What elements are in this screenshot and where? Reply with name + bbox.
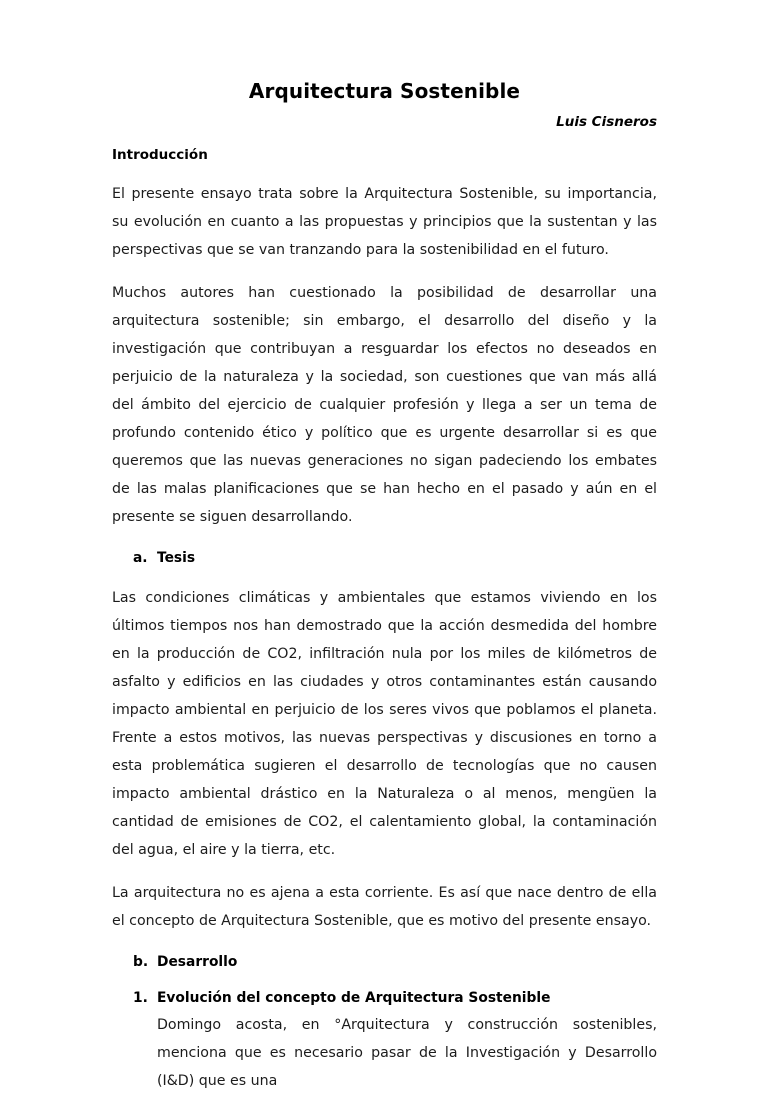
document-content-column bbox=[112, 0, 657, 1095]
list-marker: a. bbox=[133, 550, 148, 566]
list-marker: 1. bbox=[133, 990, 148, 1006]
paragraph-intro-2: Muchos autores han cuestionado la posibilidad de desarrollar una arquitectura sostenible; sin embargo, el desarrollo del diseño y la investigación que contribuyan a resguardar los efectos no deseados en perjuicio de la naturaleza y la sociedad, son cuestiones que van más allá del ámbito del ejercicio de cualquier profesión y llega a ser un tema de profundo contenido ético y político que es urgente desarrollar si es que queremos que las nuevas generaciones no sigan padeciendo los embates de las malas planificaciones que se han hecho en el pasado y aún en el presente se siguen desarrollando. bbox=[112, 285, 657, 525]
list-item-evolucion bbox=[112, 973, 657, 1009]
list-item-desarrollo bbox=[112, 935, 657, 973]
paragraph-intro-1: El presente ensayo trata sobre la Arquitectura Sostenible, su importancia, su evolución en cuanto a las propuestas y principios que la sustentan y las perspectivas que se van tranzando para la sostenibilidad en el futuro. bbox=[112, 186, 657, 258]
page-title: Arquitectura Sostenible bbox=[248, 79, 521, 103]
paragraph-tesis-2: La arquitectura no es ajena a esta corriente. Es así que nace dentro de ella el concepto de Arquitectura Sostenible, que es motivo del presente ensayo. bbox=[112, 885, 657, 929]
list-item-label: Tesis bbox=[157, 550, 196, 566]
document-author: Luis Cisneros bbox=[556, 114, 657, 130]
list-marker: b. bbox=[133, 954, 149, 970]
paragraph-tesis-1: Las condiciones climáticas y ambientales que estamos viviendo en los últimos tiempos nos han demostrado que la acción desmedida del hombre en la producción de CO2, infiltración nula por los miles de kilómetros de asfalto y edificios en las ciudades y otros contaminantes están causando impacto ambiental en perjuicio de los seres vivos que poblamos el planeta. Frente a estos motivos, las nuevas perspectivas y discusiones en torno a esta problemática sugieren el desarrollo de tecnologías que no causen impacto ambiental drástico en la Naturaleza o al menos, mengüen la cantidad de emisiones de CO2, el calentamiento global, la contaminación del agua, el aire y la tierra, etc. bbox=[112, 590, 657, 858]
section-heading-introduccion: Introducción bbox=[112, 147, 208, 163]
list-item-label: Evolución del concepto de Arquitectura Sostenible bbox=[157, 990, 551, 1006]
list-item-tesis bbox=[112, 531, 657, 569]
list-item-label: Desarrollo bbox=[157, 954, 238, 970]
paragraph-evolucion-1: Domingo acosta, en °Arquitectura y construcción sostenibles, menciona que es necesario pasar de la Investigación y Desarrollo (I&D) que es una bbox=[157, 1017, 657, 1089]
